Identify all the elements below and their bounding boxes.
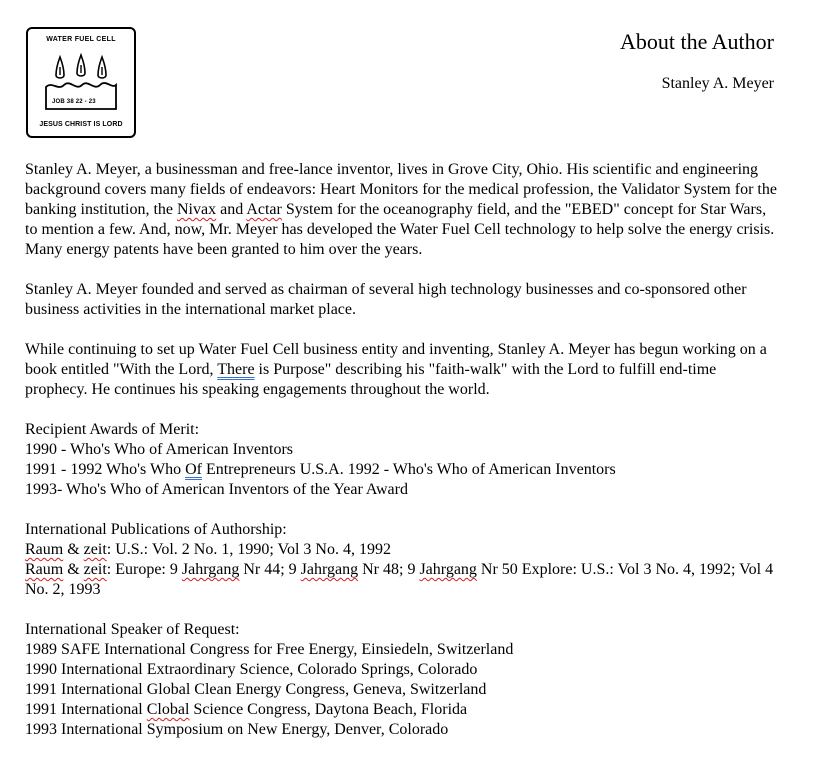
publication-text: Nr 50 Explore: U.S.: Vol 3 No. 4, 1992; Vol 4 No. 2, 1993 — [25, 561, 774, 598]
awards-heading: Recipient Awards of Merit: — [25, 421, 200, 438]
author-name: Stanley A. Meyer — [661, 75, 774, 92]
bio-paragraph-1 — [25, 160, 777, 260]
award-text: 1991 - 1992 Who's Who — [25, 461, 186, 478]
publication-text: Nr 44; 9 — [239, 561, 301, 578]
speaking-text: 1991 International — [25, 701, 147, 718]
document-body — [25, 160, 777, 740]
bio-paragraph-3 — [25, 340, 777, 400]
speaking-line-2: 1990 International Extraordinary Science, Colorado Springs, Colorado — [25, 661, 478, 678]
spelling-flag-zeit: zeit — [83, 541, 107, 558]
grammar-flag-there: There — [217, 361, 255, 378]
speaking-line-5: 1993 International Symposium on New Energy, Denver, Colorado — [25, 721, 449, 738]
spelling-flag-jahrgang: Jahrgang — [300, 561, 359, 578]
spelling-flag-raum: Raum — [25, 561, 64, 578]
speaking-text: Science Congress, Daytona Beach, Florida — [189, 701, 468, 718]
award-text: Entrepreneurs U.S.A. 1992 - Who's Who of American Inventors — [201, 461, 616, 478]
spelling-flag-raum: Raum — [25, 541, 64, 558]
speaking-line-4 — [25, 700, 777, 720]
publication-text: & — [63, 561, 84, 578]
spelling-flag-clobal: Clobal — [146, 701, 190, 718]
publication-text: : Europe: 9 — [106, 561, 182, 578]
publications-heading: International Publications of Authorship: — [25, 521, 287, 538]
grammar-flag-of: Of — [185, 461, 202, 478]
spelling-flag-zeit: zeit — [83, 561, 107, 578]
logo-top-text: WATER FUEL CELL — [46, 36, 116, 43]
publication-line-2 — [25, 561, 773, 598]
bio-text: is Purpose" describing his "faith-walk" with the Lord to fulfill end-time prophecy. He continues his speaking engagements throughout the world. — [25, 361, 717, 398]
award-line-2 — [25, 460, 777, 480]
bio-text: System for the oceanography field, and the "EBED" concept for Star Wars, to mention a few. And, now, Mr. Meyer has developed the Water Fuel Cell technology to help solve the energy crisis. Many energy patents have been granted to him over the years. — [25, 201, 775, 258]
logo-verse: JOB 38 22 - 23 — [52, 99, 96, 105]
bio-paragraph-2: Stanley A. Meyer founded and served as chairman of several high technology businesses and co-sponsored other business activities in the international market place. — [25, 281, 747, 318]
speaking-line-3: 1991 International Global Clean Energy Congress, Geneva, Switzerland — [25, 681, 487, 698]
spelling-flag-jahrgang: Jahrgang — [181, 561, 240, 578]
speaking-line-1: 1989 SAFE International Congress for Free Energy, Einsiedeln, Switzerland — [25, 641, 514, 658]
spelling-flag-jahrgang: Jahrgang — [419, 561, 477, 578]
award-line-1: 1990 - Who's Who of American Inventors — [25, 441, 294, 458]
spelling-flag-nivax: Nivax — [177, 201, 217, 218]
publication-line-1 — [25, 540, 777, 560]
bio-text: Stanley A. Meyer, a businessman and free-lance inventor, lives in Grove City, Ohio. His scientific and engineering background covers many fields of endeavors: Heart Monitors for the medical profession, the Validator System for the banking institution, the — [25, 161, 777, 218]
water-fuel-cell-emblem-icon — [28, 29, 134, 136]
publication-text: & — [63, 541, 84, 558]
logo-bottom-text: JESUS CHRIST IS LORD — [39, 121, 123, 128]
spelling-flag-actar: Actar — [246, 201, 282, 218]
publication-text: Nr 48; 9 — [358, 561, 420, 578]
page-title: About the Author — [620, 29, 774, 54]
award-line-3: 1993- Who's Who of American Inventors of the Year Award — [25, 481, 408, 498]
bio-text: and — [216, 201, 247, 218]
water-fuel-cell-logo — [26, 27, 136, 138]
publication-text: : U.S.: Vol. 2 No. 1, 1990; Vol 3 No. 4, 1992 — [106, 541, 391, 558]
speaking-heading: International Speaker of Request: — [25, 621, 240, 638]
bio-text: While continuing to set up Water Fuel Cell business entity and inventing, Stanley A. Meyer has begun working on a book entitled "With the Lord, — [25, 341, 767, 378]
awards-section — [25, 420, 777, 500]
speaking-section — [25, 620, 777, 740]
publications-section — [25, 520, 777, 600]
